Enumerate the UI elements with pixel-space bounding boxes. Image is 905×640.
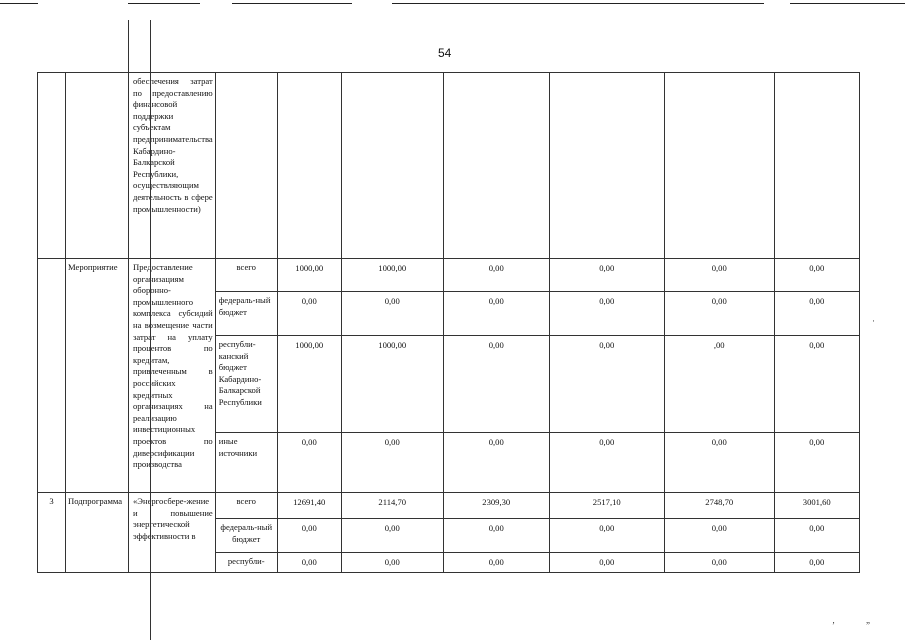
source-cell bbox=[215, 73, 277, 259]
value-cell: 0,00 bbox=[774, 336, 859, 433]
value-cell: 0,00 bbox=[277, 519, 341, 553]
value-cell: 0,00 bbox=[341, 433, 443, 493]
row-type bbox=[66, 73, 129, 259]
top-rule bbox=[392, 3, 764, 4]
top-rule bbox=[790, 3, 905, 4]
value-cell: 0,00 bbox=[277, 292, 341, 336]
budget-table bbox=[37, 72, 860, 573]
value-cell bbox=[774, 73, 859, 259]
value-cell: 2748,70 bbox=[664, 493, 774, 519]
value-cell: 0,00 bbox=[664, 292, 774, 336]
value-cell: 0,00 bbox=[341, 553, 443, 573]
row-index bbox=[38, 73, 66, 259]
value-cell: 12691,40 bbox=[277, 493, 341, 519]
value-cell bbox=[277, 73, 341, 259]
source-cell: федераль-ный бюджет bbox=[215, 519, 277, 553]
source-cell: республи- bbox=[215, 553, 277, 573]
table-row bbox=[38, 73, 860, 259]
scan-mark: ‚ bbox=[832, 615, 835, 625]
value-cell bbox=[664, 73, 774, 259]
source-cell: всего bbox=[215, 259, 277, 292]
value-cell: 0,00 bbox=[664, 519, 774, 553]
value-cell: 0,00 bbox=[549, 292, 664, 336]
value-cell: 0,00 bbox=[774, 519, 859, 553]
value-cell: 0,00 bbox=[443, 259, 549, 292]
value-cell: 0,00 bbox=[341, 519, 443, 553]
value-cell: 2309,30 bbox=[443, 493, 549, 519]
row-index bbox=[38, 259, 66, 493]
value-cell bbox=[341, 73, 443, 259]
value-cell: 0,00 bbox=[664, 259, 774, 292]
value-cell: 0,00 bbox=[549, 553, 664, 573]
value-cell: 2517,10 bbox=[549, 493, 664, 519]
value-cell: 0,00 bbox=[664, 433, 774, 493]
source-cell: республи-канский бюджет Кабардино-Балкарской Республики bbox=[215, 336, 277, 433]
value-cell: 0,00 bbox=[443, 433, 549, 493]
scan-line bbox=[150, 20, 151, 640]
value-cell: 1000,00 bbox=[277, 336, 341, 433]
value-cell: 0,00 bbox=[443, 553, 549, 573]
value-cell: 0,00 bbox=[341, 292, 443, 336]
value-cell: 0,00 bbox=[443, 336, 549, 433]
top-rule bbox=[0, 3, 38, 4]
value-cell: 0,00 bbox=[774, 259, 859, 292]
value-cell: 0,00 bbox=[443, 519, 549, 553]
value-cell: 0,00 bbox=[277, 433, 341, 493]
value-cell: 1000,00 bbox=[277, 259, 341, 292]
scan-line bbox=[128, 20, 129, 75]
row-type: Подпрограмма bbox=[66, 493, 129, 573]
value-cell: 0,00 bbox=[277, 553, 341, 573]
scan-mark: · bbox=[872, 316, 875, 326]
value-cell: 0,00 bbox=[549, 519, 664, 553]
value-cell: 0,00 bbox=[443, 292, 549, 336]
row-index: 3 bbox=[38, 493, 66, 573]
value-cell: 1000,00 bbox=[341, 259, 443, 292]
row-description: обеспечения затрат по предоставлению финансовой поддержки субъектам предпринимательства Кабардино-Балкарской Республики, осуществляющим деятельность в сфере промышленности) bbox=[129, 73, 216, 259]
row-type: Мероприятие bbox=[66, 259, 129, 493]
value-cell: 1000,00 bbox=[341, 336, 443, 433]
row-description: «Энергосбере-жение и повышение энергетической эффективности в bbox=[129, 493, 216, 573]
value-cell: 0,00 bbox=[549, 433, 664, 493]
source-cell: всего bbox=[215, 493, 277, 519]
value-cell: 0,00 bbox=[664, 553, 774, 573]
top-rule bbox=[232, 3, 352, 4]
value-cell: 0,00 bbox=[549, 336, 664, 433]
table-row bbox=[38, 493, 860, 519]
value-cell: 0,00 bbox=[774, 553, 859, 573]
value-cell: 0,00 bbox=[549, 259, 664, 292]
top-rule bbox=[128, 3, 200, 4]
value-cell: 3001,60 bbox=[774, 493, 859, 519]
value-cell: ,00 bbox=[664, 336, 774, 433]
table-row bbox=[38, 259, 860, 292]
page-number: 54 bbox=[438, 46, 452, 60]
value-cell bbox=[443, 73, 549, 259]
source-cell: иные источники bbox=[215, 433, 277, 493]
scan-mark: „ bbox=[866, 615, 870, 625]
value-cell: 2114,70 bbox=[341, 493, 443, 519]
value-cell: 0,00 bbox=[774, 433, 859, 493]
value-cell: 0,00 bbox=[774, 292, 859, 336]
value-cell bbox=[549, 73, 664, 259]
row-description: Предоставление организациям оборонно-промышленного комплекса субсидий на возмещение части затрат на уплату процентов по кредитам, привлеченным в российских кредитных организациях на реализацию инвестиционных проектов по диверсификации производства bbox=[129, 259, 216, 493]
source-cell: федераль-ный бюджет bbox=[215, 292, 277, 336]
